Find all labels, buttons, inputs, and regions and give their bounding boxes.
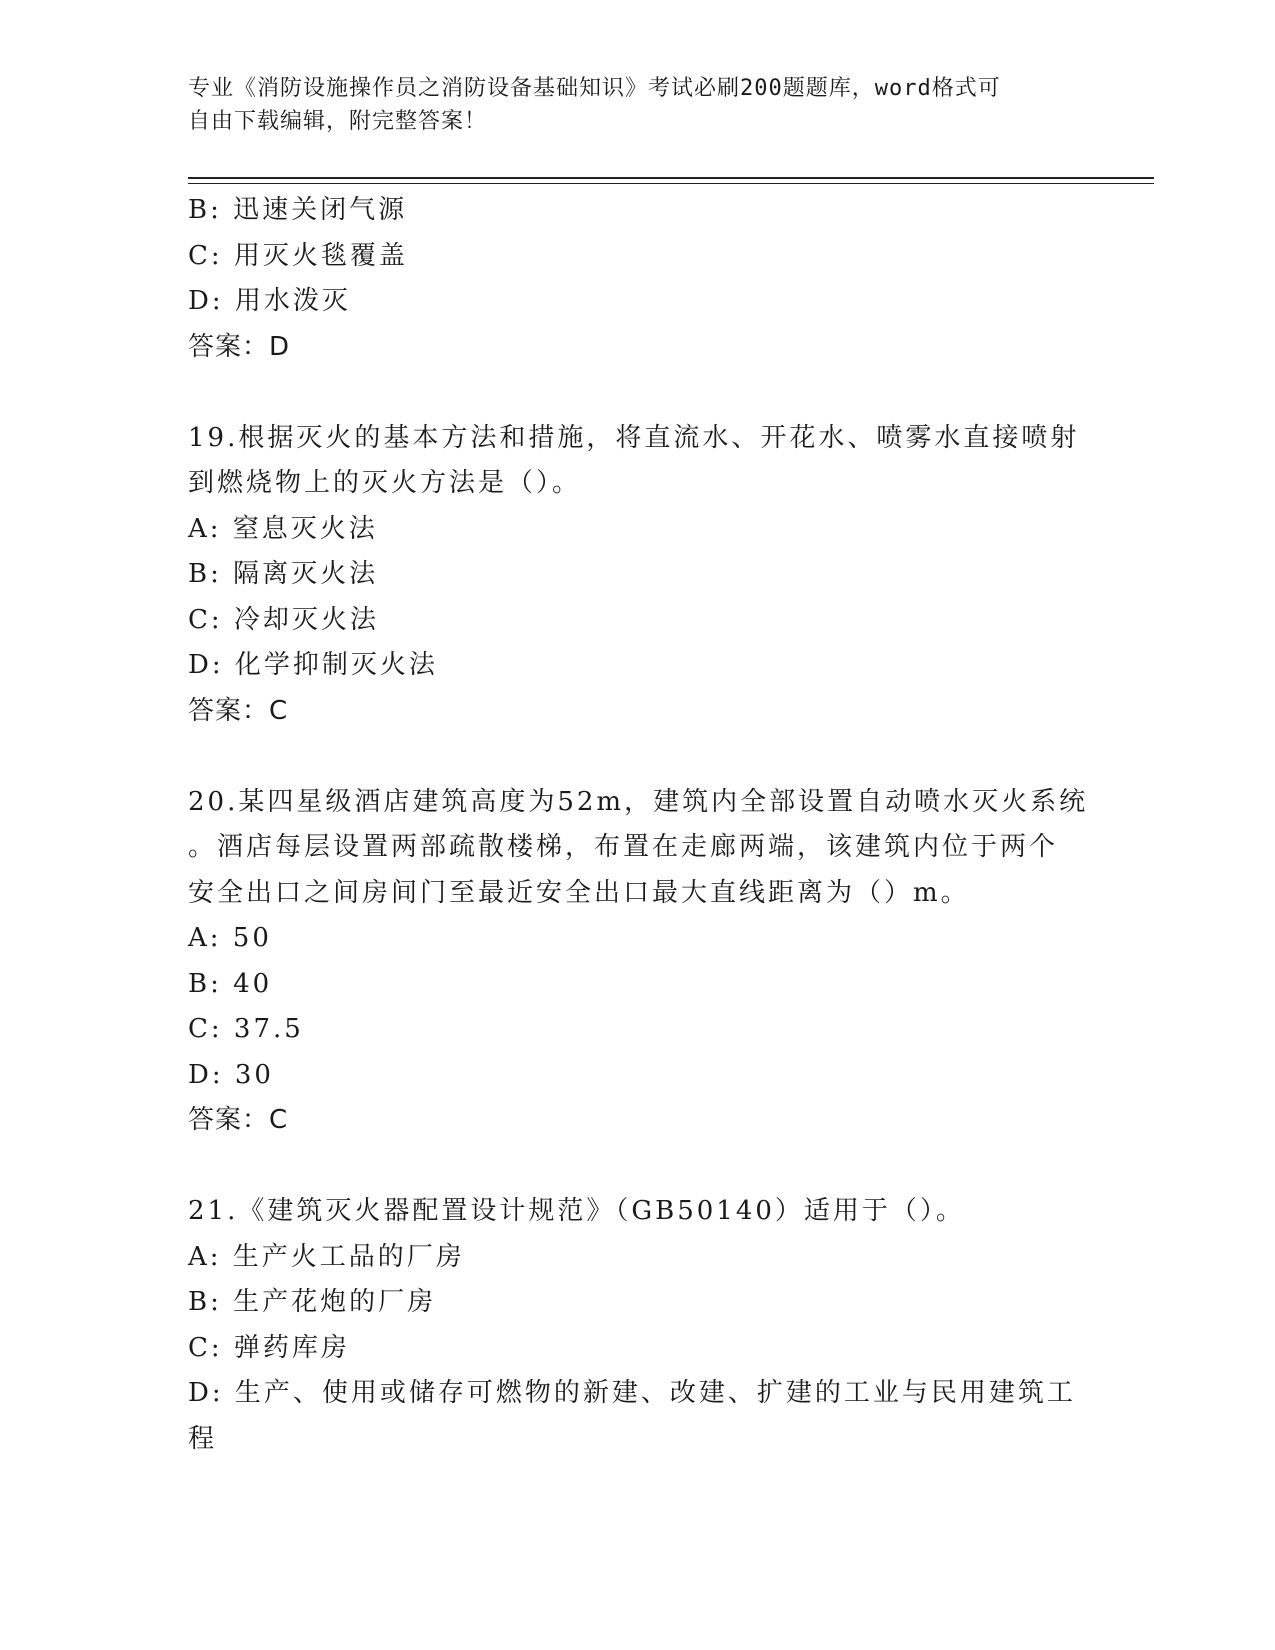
header-line-1: 专业《消防设施操作员之消防设备基础知识》考试必刷200题题库，word格式可 <box>188 76 1001 101</box>
header-divider-thick <box>188 177 1154 179</box>
question-18-block <box>188 188 1088 370</box>
answer-line: 答案：D <box>188 331 291 362</box>
option-a: A: 50 <box>188 923 272 953</box>
question-text-line-1: 21.《建筑灭火器配置设计规范》（GB50140）适用于（）。 <box>188 1196 965 1226</box>
question-21-block <box>188 1189 1088 1462</box>
answer-line: 答案：C <box>188 695 289 726</box>
question-text-line-1: 20.某四星级酒店建筑高度为52m，建筑内全部设置自动喷水灭火系统 <box>188 786 1089 817</box>
question-20-block <box>188 780 1088 1144</box>
option-a: A: 窒息灭火法 <box>188 513 378 544</box>
question-text-line-3: 安全出口之间房间门至最近安全出口最大直线距离为（）m。 <box>188 877 970 908</box>
option-d: D: 用水泼灭 <box>188 286 351 316</box>
option-c: C: 冷却灭火法 <box>188 604 379 635</box>
option-d: D: 30 <box>188 1059 274 1090</box>
document-header <box>188 72 1088 138</box>
question-list <box>188 188 1088 1462</box>
option-b: B: 隔离灭火法 <box>188 559 379 589</box>
option-b: B: 生产花炮的厂房 <box>188 1287 437 1317</box>
option-d-line-2: 程 <box>188 1423 218 1454</box>
option-b: B: 40 <box>188 968 273 999</box>
option-c: C: 弹药库房 <box>188 1332 350 1363</box>
question-text-line-2: 。酒店每层设置两部疏散楼梯，布置在走廊两端，该建筑内位于两个 <box>188 832 1059 862</box>
option-d: D: 化学抑制灭火法 <box>188 650 438 680</box>
question-text-line-1: 19.根据灭火的基本方法和措施，将直流水、开花水、喷雾水直接喷射 <box>188 422 1080 453</box>
option-b: B: 迅速关闭气源 <box>188 195 408 225</box>
question-text-line-2: 到燃烧物上的灭火方法是（）。 <box>188 468 582 498</box>
option-c: C: 用灭火毯覆盖 <box>188 240 408 271</box>
header-divider-thin <box>188 183 1154 184</box>
option-c: C: 37.5 <box>188 1014 304 1044</box>
question-19-block <box>188 416 1088 735</box>
option-d-line-1: D: 生产、使用或储存可燃物的新建、改建、扩建的工业与民用建筑工 <box>188 1378 1076 1408</box>
answer-line: 答案：C <box>188 1105 289 1135</box>
header-line-2: 自由下载编辑，附完整答案！ <box>188 109 488 134</box>
option-a: A: 生产火工品的厂房 <box>188 1241 465 1272</box>
